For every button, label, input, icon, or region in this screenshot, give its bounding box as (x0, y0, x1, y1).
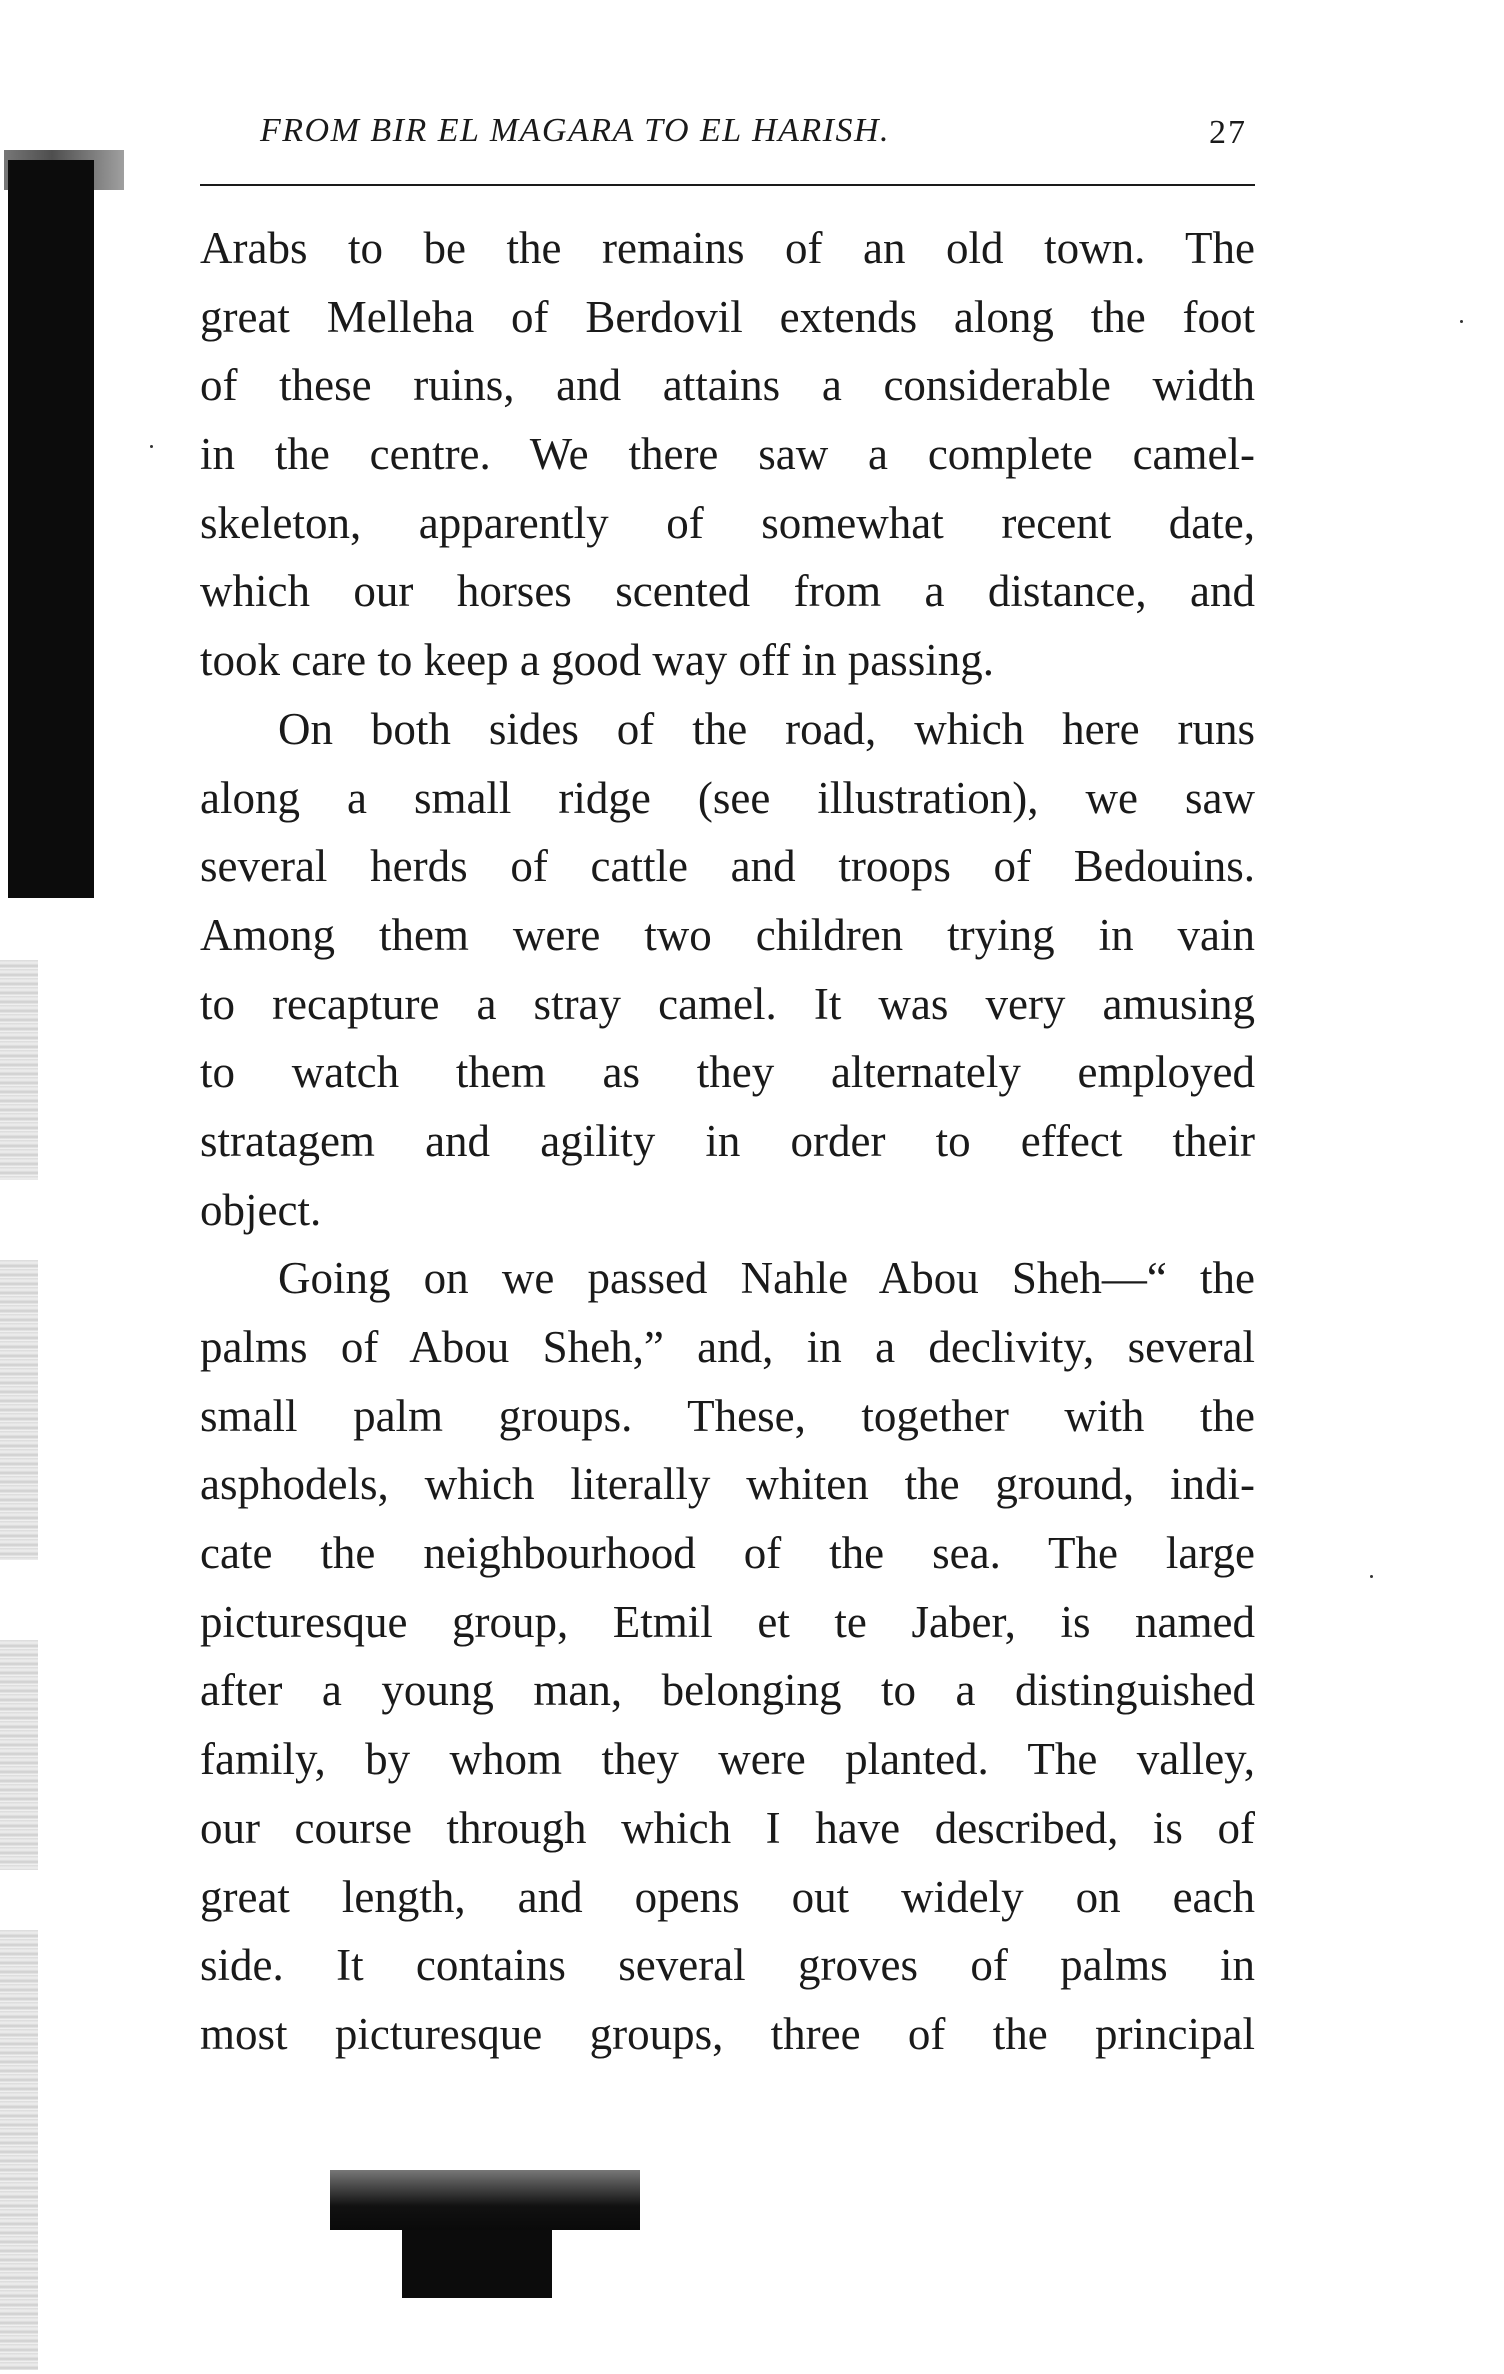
text-line: along a small ridge (see illustration), we saw (200, 772, 1255, 823)
text-line: of these ruins, and attains a considerable width (200, 360, 1255, 411)
header-rule (200, 184, 1255, 186)
scan-edge-4 (0, 1930, 38, 2370)
running-head (200, 112, 1255, 172)
text-line: picturesque group, Etmil et te Jaber, is named (200, 1596, 1255, 1647)
scan-artifact-bottom (330, 2170, 640, 2290)
body-text (200, 214, 1255, 2069)
text-line: great length, and opens out widely on each (200, 1871, 1255, 1922)
text-line: Among them were two children trying in vain (200, 909, 1255, 960)
text-line: cate the neighbourhood of the sea. The large (200, 1528, 1255, 1579)
text-line: Arabs to be the remains of an old town. The (200, 223, 1255, 273)
page-number: 27 (1209, 114, 1247, 151)
text-line: to recapture a stray camel. It was very amusing (200, 978, 1255, 1029)
speck (1460, 320, 1463, 323)
text-line: family, by whom they were planted. The valley, (200, 1734, 1255, 1785)
text-line: side. It contains several groves of palms in (200, 1940, 1255, 1991)
scan-edge-1 (0, 960, 38, 1180)
running-title: FROM BIR EL MAGARA TO EL HARISH. (260, 112, 891, 149)
speck (150, 445, 153, 448)
text-line: asphodels, which literally whiten the ground, indi- (200, 1459, 1255, 1510)
text-line: our course through which I have described, is of (200, 1802, 1255, 1853)
scan-edge-2 (0, 1260, 38, 1560)
paragraph-start: Going on we passed Nahle Abou Sheh—“ the (278, 1253, 1255, 1304)
text-line: which our horses scented from a distance, and (200, 566, 1255, 617)
scan-artifact-bottom-stem (402, 2230, 552, 2298)
text-line: after a young man, belonging to a distinguished (200, 1665, 1255, 1716)
text-line: small palm groups. These, together with the (200, 1390, 1255, 1441)
text-line: object. (200, 1184, 322, 1235)
text-line: palms of Abou Sheh,” and, in a declivity, several (200, 1322, 1255, 1372)
text-line: in the centre. We there saw a complete camel- (200, 429, 1255, 480)
speck (1370, 1575, 1373, 1578)
text-line: several herds of cattle and troops of Bedouins. (200, 841, 1255, 892)
text-line: to watch them as they alternately employed (200, 1047, 1255, 1098)
text-line: took care to keep a good way off in passing. (200, 635, 994, 686)
text-line: most picturesque groups, three of the principal (200, 2008, 1255, 2059)
text-line: stratagem and agility in order to effect their (200, 1115, 1255, 1166)
text-line: skeleton, apparently of somewhat recent date, (200, 497, 1255, 548)
text-line: great Melleha of Berdovil extends along the foot (200, 291, 1255, 342)
paragraph-start: On both sides of the road, which here runs (278, 703, 1255, 754)
scan-artifact-bar (8, 160, 94, 898)
scan-edge-3 (0, 1640, 38, 1870)
scan-artifact-bottom-top (330, 2170, 640, 2230)
